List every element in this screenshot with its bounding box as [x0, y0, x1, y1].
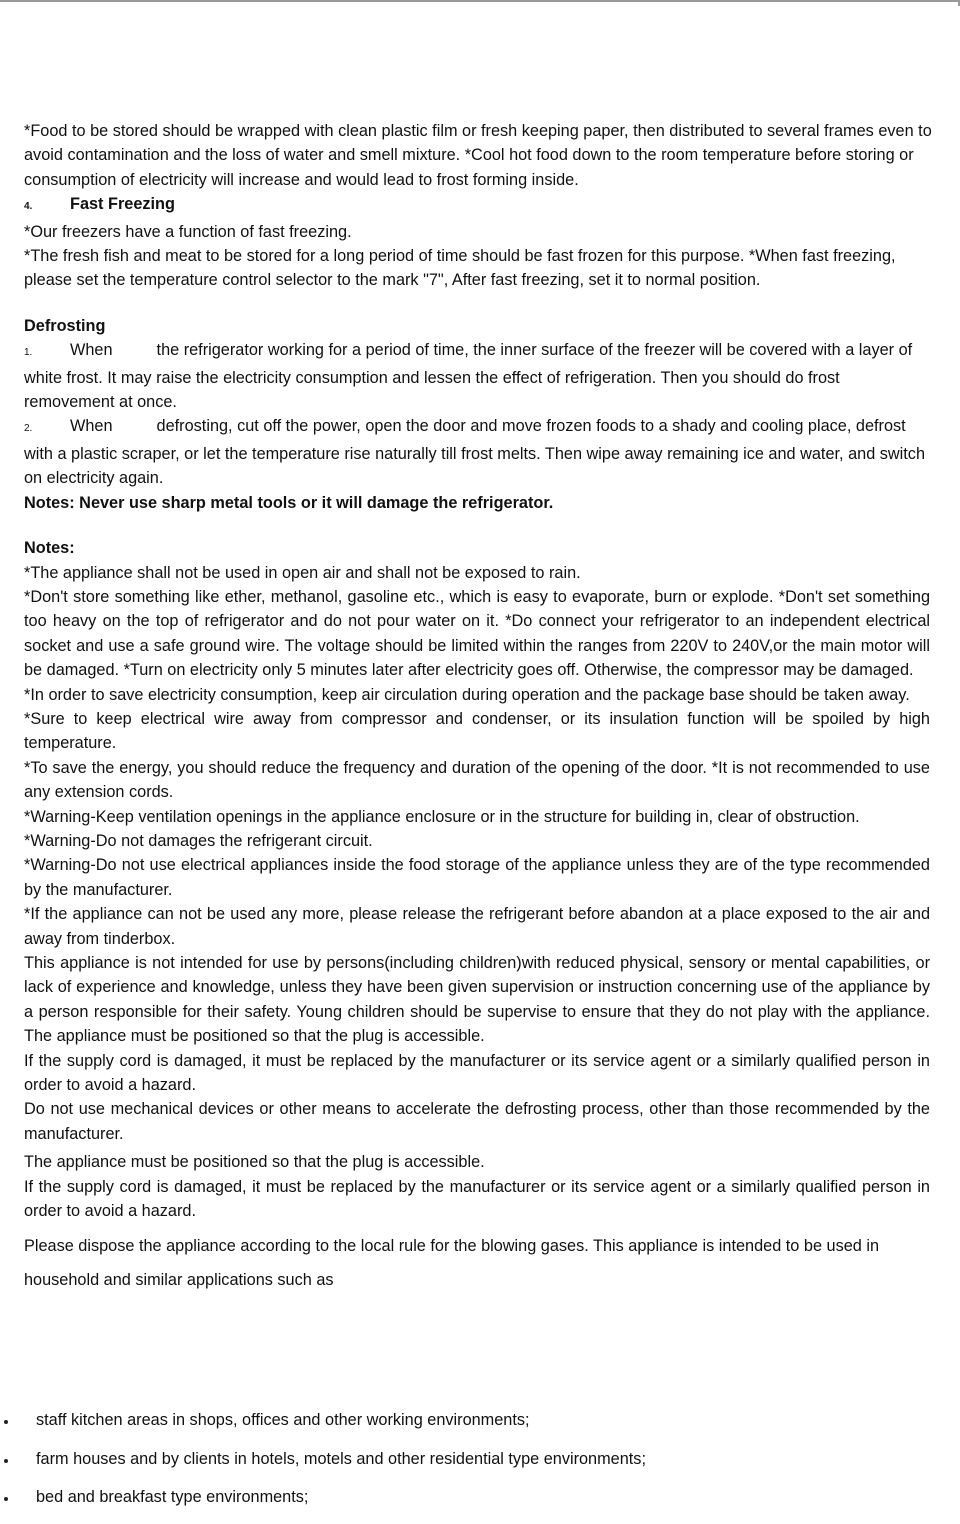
- food-storage-paragraph: *Food to be stored should be wrapped with clean plastic film or fresh keeping paper, then distributed to several frames even to avoid contamination and the loss of water and smell mixture. *Cool hot food down to the room temperature before storing or consumption of electricity will increase and would lead to frost forming inside.: [24, 122, 932, 189]
- list-item-text: staff kitchen areas in shops, offices and other working environments;: [36, 1411, 530, 1429]
- defrosting-item-1-lead: When: [70, 341, 113, 360]
- page-top-border: [0, 0, 960, 2]
- fast-freezing-line-2: *The fresh fish and meat to be stored for a long period of time should be fast frozen for this purpose. *When fast freezing, please set the temperature control selector to the mark "7", After fast freezing, set it to normal position.: [24, 247, 896, 290]
- bullet-icon: [4, 1420, 8, 1424]
- notes-line: *Don't store something like ether, methanol, gasoline etc., which is easy to evaporate, burn or explode. *Don't set something too heavy on the top of refrigerator and do not pour water on it. *Do connect your refrigerator to an independent electrical socket and use a safe ground wire. The voltage should be limited within the ranges from 220V to 240V,or the main motor will be damaged. *Turn on electricity only 5 minutes later after electricity goes off. Otherwise, the compressor may be damaged.: [24, 587, 930, 680]
- dispose-line: Please dispose the appliance according to the local rule for the blowing gases. This appliance is intended to be used in household and similar applications such as: [24, 1237, 880, 1290]
- notes-line: *Warning-Do not damages the refrigerant circuit.: [24, 831, 373, 850]
- section-gap: [24, 293, 930, 314]
- section-gap: [24, 515, 930, 536]
- notes-line: *The appliance shall not be used in open air and shall not be exposed to rain.: [24, 563, 581, 582]
- notes-line: *To save the energy, you should reduce the frequency and duration of the opening of the door. *It is not recommended to use any extension cords.: [24, 758, 930, 802]
- bullet-icon: [4, 1497, 8, 1501]
- notes-line: If the supply cord is damaged, it must be replaced by the manufacturer or its service agent or a similarly qualified person in order to avoid a hazard.: [24, 1051, 930, 1095]
- defrosting-item-2-lead: When: [70, 417, 113, 436]
- defrosting-item-2-text: defrosting, cut off the power, open the door and move frozen foods to a shady and cooling place, defrost with a plastic scraper, or let the temperature rise naturally till frost melts. Then wipe away remaining ice and water, and switch on electricity again.: [24, 417, 926, 488]
- applications-list: [0, 1408, 940, 1524]
- defrosting-warning: Notes: Never use sharp metal tools or it will damage the refrigerator.: [24, 493, 554, 512]
- notes-line: *Warning-Do not use electrical appliances inside the food storage of the appliance unless they are of the type recommended by the manufacturer.: [24, 856, 930, 899]
- notes-line: Do not use mechanical devices or other means to accelerate the defrosting process, other than those recommended by the manufacturer.: [24, 1100, 930, 1143]
- fast-freezing-title: Fast Freezing: [70, 195, 175, 214]
- list-item-text: bed and breakfast type environments;: [36, 1488, 309, 1506]
- list-item: [0, 1408, 940, 1447]
- notes-line: This appliance is not intended for use by persons(including children)with reduced physical, sensory or mental capabilities, or lack of experience and knowledge, unless they have been given supervision or instruction concerning use of the appliance by a person responsible for their safety. Young children should be supervise to ensure that they do not play with the appliance. The appliance must be positioned so that the plug is accessible.: [24, 954, 930, 1046]
- defrosting-item-1-number: 1.: [24, 347, 33, 359]
- list-item-text: farm houses and by clients in hotels, motels and other residential type environments;: [36, 1449, 646, 1468]
- defrosting-heading: Defrosting: [24, 316, 106, 335]
- defrosting-item-2: [24, 414, 930, 490]
- manual-page: [24, 119, 930, 1297]
- defrosting-item-1: [24, 338, 930, 414]
- fast-freezing-heading: [24, 192, 930, 219]
- defrosting-item-2-number: 2.: [24, 423, 33, 435]
- notes-line: *Warning-Keep ventilation openings in the appliance enclosure or in the structure for building in, clear of obstruction.: [24, 807, 860, 826]
- notes-line: *In order to save electricity consumption, keep air circulation during operation and the package base should be taken away.: [24, 685, 910, 704]
- fast-freezing-line-1: *Our freezers have a function of fast freezing.: [24, 222, 352, 241]
- list-item: [0, 1447, 940, 1486]
- notes-heading: Notes:: [24, 539, 75, 558]
- supply-cord-line: If the supply cord is damaged, it must be replaced by the manufacturer or its service agent or a similarly qualified person in order to avoid a hazard.: [24, 1177, 930, 1221]
- bullet-icon: [4, 1459, 8, 1463]
- notes-line: *If the appliance can not be used any more, please release the refrigerant before abandon at a place exposed to the air and away from tinderbox.: [24, 905, 930, 948]
- fast-freezing-number: 4.: [24, 201, 33, 213]
- plug-accessible-line: The appliance must be positioned so that the plug is accessible.: [24, 1153, 485, 1172]
- list-item: [0, 1485, 940, 1524]
- defrosting-item-1-text: the refrigerator working for a period of time, the inner surface of the freezer will be covered with a layer of white frost. It may raise the electricity consumption and lessen the effect of refrigeration. Then you should do frost removement at once.: [24, 341, 913, 412]
- notes-line: *Sure to keep electrical wire away from compressor and condenser, or its insulation function will be spoiled by high temperature.: [24, 709, 930, 753]
